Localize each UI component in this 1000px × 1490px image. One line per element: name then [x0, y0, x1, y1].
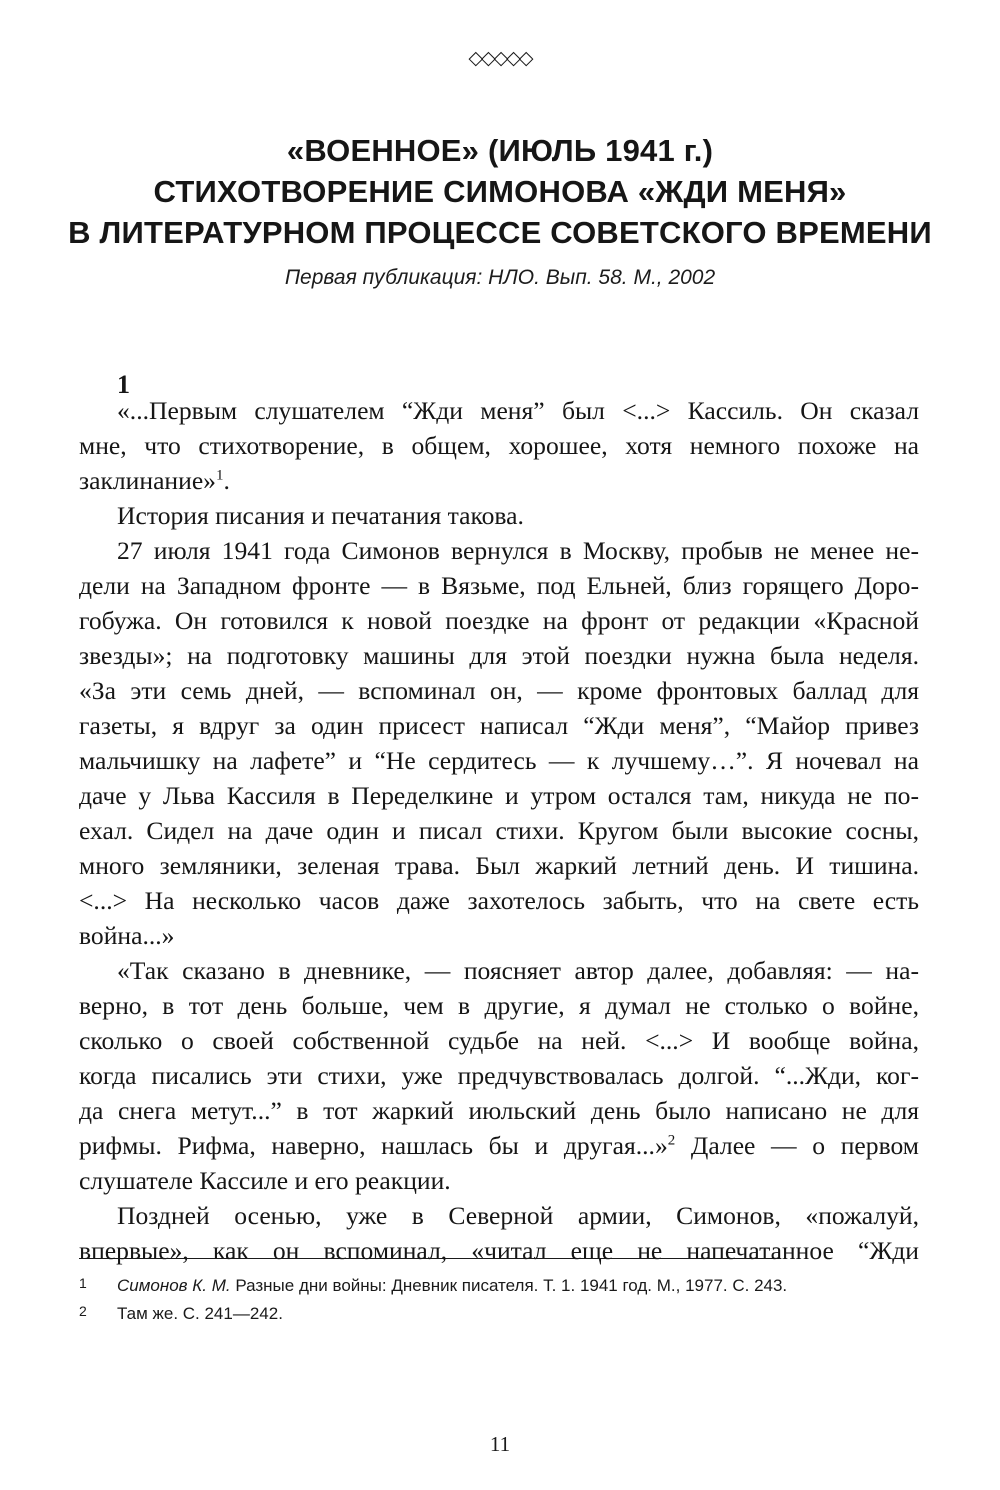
text-line: когда писались эти стихи, уже предчувствовалась долгой. “...Жди, ког- — [79, 1061, 919, 1090]
text-line: дели на Западном фронте — в Вязьме, под Ельней, близ горящего Доро- — [79, 571, 919, 600]
text-line: гобужа. Он готовился к новой поездке на фронт от редакции «Красной — [79, 606, 919, 635]
text-line: война...» — [79, 921, 175, 950]
text-line: много земляники, зеленая трава. Был жаркий летний день. И тишина. — [79, 851, 919, 880]
footnote-author: Симонов К. М. — [117, 1276, 231, 1295]
text-line: слушателе Кассиле и его реакции. — [79, 1166, 451, 1195]
footnote-number: 2 — [79, 1303, 87, 1319]
chapter-title-line: «ВОЕННОЕ» (ИЮЛЬ 1941 г.) — [286, 133, 714, 168]
chapter-title-line: СТИХОТВОРЕНИЕ СИМОНОВА «ЖДИ МЕНЯ» — [153, 174, 847, 209]
page-number: 11 — [489, 1432, 511, 1456]
text-line: История писания и печатания такова. — [117, 501, 524, 530]
text-line: «Так сказано в дневнике, — поясняет автор далее, добавляя: — на- — [117, 956, 919, 985]
footnote-ref: 2 — [667, 1132, 676, 1149]
footnote-text — [117, 1300, 283, 1328]
chapter-title — [60, 130, 940, 253]
footnote-text — [117, 1272, 787, 1300]
footnote — [79, 1300, 919, 1328]
text-line: ехал. Сидел на даче один и писал стихи. Кругом были высокие сосны, — [79, 816, 919, 845]
footnote-body: Там же. С. 241—242. — [117, 1304, 283, 1323]
chapter-title-line: В ЛИТЕРАТУРНОМ ПРОЦЕССЕ СОВЕТСКОГО ВРЕМЕНИ — [68, 215, 932, 250]
text-line: «За эти семь дней, — вспоминал он, — кроме фронтовых баллад для — [79, 676, 919, 705]
footnotes — [79, 1272, 919, 1328]
text-line: <...> На несколько часов даже захотелось забыть, что на свете есть — [79, 886, 919, 915]
footnote-divider — [79, 1258, 781, 1259]
text-line: «...Первым слушателем “Жди меня” был <...> Кассиль. Он сказал — [117, 396, 919, 425]
text-line: заклинание»$^1$. — [79, 466, 230, 495]
text-line: 27 июля 1941 года Симонов вернулся в Москву, пробыв не менее не- — [117, 536, 919, 565]
text-line — [79, 1128, 919, 1163]
footnote-body: Разные дни войны: Дневник писателя. Т. 1. 1941 год. М., 1977. С. 243. — [230, 1276, 788, 1295]
publication-note: Первая публикация: НЛО. Вып. 58. М., 2002 — [284, 266, 716, 289]
text-fragment: заклинание» — [79, 466, 216, 495]
text-fragment: рифмы. Рифма, наверно, нашлась бы и другая...» — [79, 1131, 668, 1160]
text-line: мне, что стихотворение, в общем, хорошее, хотя немного похоже на — [79, 431, 919, 460]
footnote-number: 1 — [79, 1275, 87, 1291]
section-ornament: ◇◇◇◇◇ — [468, 47, 532, 69]
section-number: 1 — [117, 370, 130, 399]
footnote-ref: 1 — [215, 467, 224, 484]
text-line: мальчишку на лафете” и “Не сердитесь — к лучшему…”. Я ночевал на — [79, 746, 919, 775]
footnote — [79, 1272, 919, 1300]
text-line: да снега метут...” в тот жаркий июльский день было написано не для — [79, 1096, 919, 1125]
text-fragment: Далее — о первом — [675, 1131, 919, 1160]
body-text — [79, 393, 919, 1268]
text-line: впервые», как он вспоминал, «читал еще не напечатанное “Жди — [79, 1236, 919, 1265]
text-line: газеты, я вдруг за один присест написал “Жди меня”, “Майор привез — [79, 711, 919, 740]
text-line: даче у Льва Кассиля в Переделкине и утром остался там, никуда не по- — [79, 781, 919, 810]
text-line: Поздней осенью, уже в Северной армии, Симонов, «пожалуй, — [117, 1201, 919, 1230]
text-line: верно, в тот день больше, чем в другие, я думал не столько о войне, — [79, 991, 919, 1020]
text-line: сколько о своей собственной судьбе на ней. <...> И вообще война, — [79, 1026, 919, 1055]
text-line: звезды»; на подготовку машины для этой поездки нужна была неделя. — [79, 641, 919, 670]
